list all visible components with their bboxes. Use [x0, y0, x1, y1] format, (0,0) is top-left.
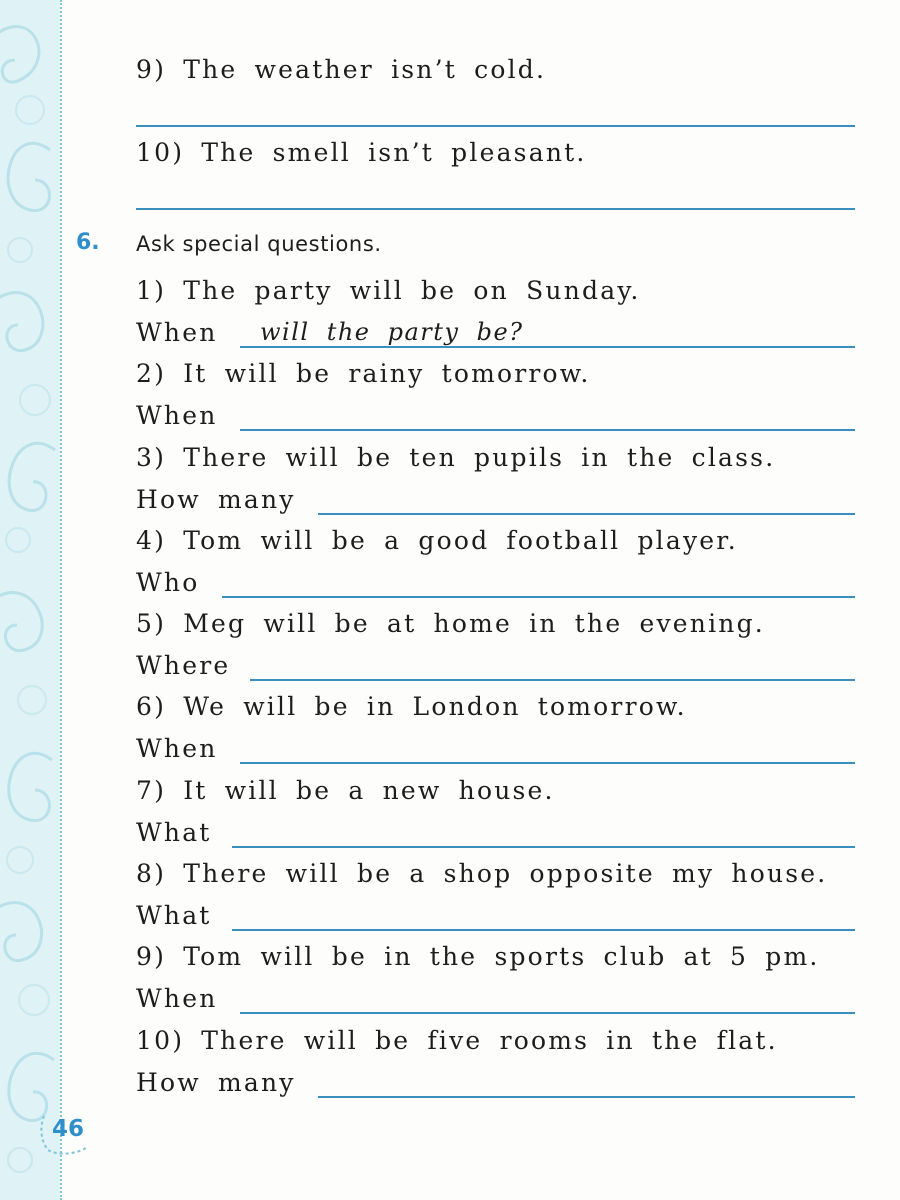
- prompt-6: When: [136, 734, 218, 763]
- answer-line-5[interactable]: [250, 679, 855, 681]
- prev-item-number: 10): [136, 138, 185, 167]
- prompt-10: How many: [136, 1068, 296, 1097]
- prompt-7: What: [136, 818, 212, 847]
- statement-10: 10) There will be five rooms in the flat.: [136, 1026, 778, 1055]
- prompt-5: Where: [136, 651, 231, 680]
- decorative-swirl-margin: [0, 0, 60, 1200]
- answer-line[interactable]: [136, 208, 855, 210]
- answer-line-7[interactable]: [232, 846, 855, 848]
- prompt-4: Who: [136, 568, 200, 597]
- prompt-3: How many: [136, 485, 296, 514]
- statement-6: 6) We will be in London tomorrow.: [136, 692, 687, 721]
- prompt-8: What: [136, 901, 212, 930]
- answer-line-6[interactable]: [240, 762, 855, 764]
- answer-text-1: will the party be?: [260, 318, 524, 346]
- answer-line-9[interactable]: [240, 1012, 855, 1014]
- statement-7: 7) It will be a new house.: [136, 776, 555, 805]
- statement-9: 9) Tom will be in the sports club at 5 pm.: [136, 942, 820, 971]
- statement-8: 8) There will be a shop opposite my house.: [136, 859, 828, 888]
- answer-line-4[interactable]: [222, 596, 855, 598]
- prompt-2: When: [136, 401, 218, 430]
- statement-3: 3) There will be ten pupils in the class.: [136, 443, 776, 472]
- prompt-1: When: [136, 318, 218, 347]
- statement-1: 1) The party will be on Sunday.: [136, 276, 641, 305]
- statement-5: 5) Meg will be at home in the evening.: [136, 609, 765, 638]
- answer-line-10[interactable]: [318, 1096, 855, 1098]
- statement-4: 4) Tom will be a good football player.: [136, 526, 738, 555]
- exercise-number: 6.: [76, 230, 100, 255]
- prev-item-9: [136, 55, 546, 84]
- prev-item-text: The smell isn’t pleasant.: [201, 138, 587, 167]
- page-number: 46: [52, 1116, 85, 1142]
- answer-line-1[interactable]: [240, 346, 855, 348]
- exercise-instruction: Ask special questions.: [136, 232, 382, 256]
- answer-line[interactable]: [136, 125, 855, 127]
- prev-item-number: 9): [136, 55, 167, 84]
- answer-line-3[interactable]: [318, 513, 855, 515]
- answer-line-2[interactable]: [240, 429, 855, 431]
- margin-dotted-border: [60, 0, 62, 1200]
- prev-item-text: The weather isn’t cold.: [183, 55, 547, 84]
- answer-line-8[interactable]: [232, 929, 855, 931]
- prev-item-10: [136, 138, 587, 167]
- statement-2: 2) It will be rainy tomorrow.: [136, 359, 591, 388]
- prompt-9: When: [136, 984, 218, 1013]
